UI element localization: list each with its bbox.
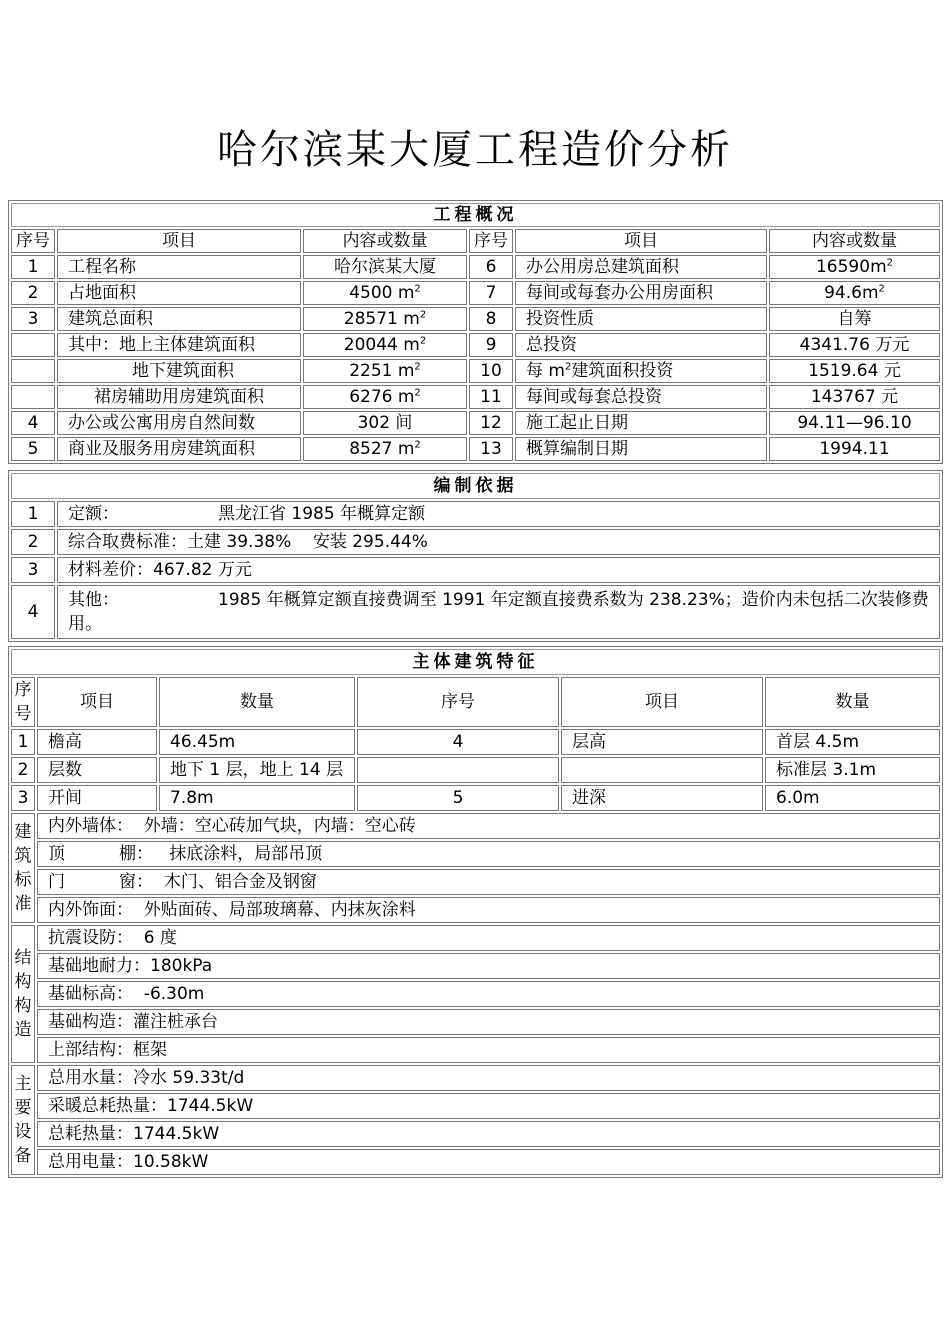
table-row — [11, 981, 940, 1007]
row-item: 开间 — [37, 785, 157, 811]
row-value: 地下 1 层，地上 14 层 — [159, 757, 355, 783]
group-item: 基础地耐力：180kPa — [37, 953, 940, 979]
table-row — [11, 1093, 940, 1119]
row-value: 6.0m — [765, 785, 940, 811]
basis-label: 综合取费标准： — [68, 532, 187, 552]
row-number: 11 — [469, 385, 513, 409]
row-number: 6 — [469, 255, 513, 279]
table-row — [11, 1065, 940, 1091]
group-item: 内外饰面： 外贴面砖、局部玻璃幕、内抹灰涂料 — [37, 897, 940, 923]
basis-text — [57, 529, 940, 555]
overview-heading: 工程概况 — [11, 203, 940, 227]
overview-section — [8, 200, 943, 464]
group-item: 顶 棚： 抹底涂料，局部吊顶 — [37, 841, 940, 867]
table-row — [11, 255, 940, 279]
row-item: 办公用房总建筑面积 — [515, 255, 767, 279]
row-number: 2 — [11, 281, 55, 305]
row-value: 46.45m — [159, 729, 355, 755]
table-row — [11, 813, 940, 839]
value-text: 2251 m — [349, 361, 415, 381]
table-row — [11, 281, 940, 305]
group-item: 基础构造：灌注桩承台 — [37, 1009, 940, 1035]
col-header: 序号 — [357, 677, 559, 727]
basis-text — [57, 501, 940, 527]
row-value: 标准层 3.1m — [765, 757, 940, 783]
row-number: 2 — [11, 529, 55, 555]
item-text: 建筑面积投资 — [571, 361, 674, 381]
group-item: 采暖总耗热量：1744.5kW — [37, 1093, 940, 1119]
table-row — [11, 897, 940, 923]
row-item: 概算编制日期 — [515, 437, 767, 461]
overview-header-row — [11, 229, 940, 253]
row-item: 工程名称 — [57, 255, 301, 279]
value-text: 4500 m — [349, 283, 415, 303]
superscript: 2 — [886, 257, 893, 269]
row-item: 占地面积 — [57, 281, 301, 305]
group-item: 基础标高： -6.30m — [37, 981, 940, 1007]
table-row — [11, 925, 940, 951]
row-value: 首层 4.5m — [765, 729, 940, 755]
row-number: 13 — [469, 437, 513, 461]
basis-text — [57, 585, 940, 639]
value-text: 8527 m — [349, 439, 415, 459]
group-label-building-standard: 建筑标准 — [11, 813, 35, 923]
row-number: 10 — [469, 359, 513, 383]
superscript: 2 — [414, 439, 421, 451]
row-item: 层数 — [37, 757, 157, 783]
row-number: 4 — [357, 729, 559, 755]
table-row — [11, 841, 940, 867]
table-row — [11, 785, 940, 811]
row-number: 1 — [11, 501, 55, 527]
value-text: 28571 m — [343, 309, 420, 329]
basis-label: 材料差价： — [68, 560, 153, 580]
row-number: 3 — [11, 307, 55, 331]
row-value: 哈尔滨某大厦 — [303, 255, 467, 279]
table-row — [11, 757, 940, 783]
row-item: 投资性质 — [515, 307, 767, 331]
row-value: 94.11—96.10 — [769, 411, 940, 435]
row-item: 办公或公寓用房自然间数 — [57, 411, 301, 435]
basis-row — [11, 557, 940, 583]
basis-row — [11, 529, 940, 555]
superscript: 2 — [414, 387, 421, 399]
row-value: 1994.11 — [769, 437, 940, 461]
table-row — [11, 1037, 940, 1063]
page-title: 哈尔滨某大厦工程造价分析 — [217, 127, 733, 173]
basis-heading: 编制依据 — [11, 473, 940, 499]
table-row — [11, 869, 940, 895]
row-item: 商业及服务用房建筑面积 — [57, 437, 301, 461]
row-value — [303, 307, 467, 331]
row-number: 1 — [11, 255, 55, 279]
table-row — [11, 333, 940, 357]
col-header: 内容或数量 — [769, 229, 940, 253]
row-item: 总投资 — [515, 333, 767, 357]
basis-value: 黑龙江省 1985 年概算定额 — [218, 504, 426, 524]
row-item: 每间或每套办公用房面积 — [515, 281, 767, 305]
group-item: 门 窗： 木门、铝合金及钢窗 — [37, 869, 940, 895]
row-value — [303, 437, 467, 461]
group-item: 上部结构：框架 — [37, 1037, 940, 1063]
row-value: 自筹 — [769, 307, 940, 331]
group-item: 总用水量：冷水 59.33t/d — [37, 1065, 940, 1091]
features-section — [8, 646, 943, 1178]
row-value: 143767 元 — [769, 385, 940, 409]
col-header: 序号 — [11, 229, 55, 253]
value-text: 94.6m — [824, 283, 879, 303]
row-item: 裙房辅助用房建筑面积 — [57, 385, 301, 409]
row-number — [11, 359, 55, 383]
superscript: 2 — [878, 283, 885, 295]
col-header: 数量 — [159, 677, 355, 727]
row-item: 檐高 — [37, 729, 157, 755]
superscript: 2 — [414, 361, 421, 373]
row-number: 8 — [469, 307, 513, 331]
value-text: 16590m — [815, 257, 887, 277]
table-row — [11, 1149, 940, 1175]
basis-label: 其他： — [68, 590, 119, 610]
value-text: 6276 m — [349, 387, 415, 407]
table-row — [11, 385, 940, 409]
basis-value: 467.82 万元 — [153, 560, 252, 580]
row-item: 地下建筑面积 — [57, 359, 301, 383]
row-item — [561, 757, 763, 783]
row-value: 4341.76 万元 — [769, 333, 940, 357]
col-header: 数量 — [765, 677, 940, 727]
row-value — [769, 281, 940, 305]
basis-table — [9, 471, 942, 641]
table-row — [11, 411, 940, 435]
features-header-row — [11, 677, 940, 727]
row-number: 5 — [357, 785, 559, 811]
row-number: 3 — [11, 785, 35, 811]
row-item: 其中：地上主体建筑面积 — [57, 333, 301, 357]
col-header: 序号 — [469, 229, 513, 253]
superscript: 2 — [419, 335, 427, 347]
row-number — [357, 757, 559, 783]
basis-row — [11, 585, 940, 639]
value-text: 20044 m — [343, 335, 420, 355]
table-row — [11, 729, 940, 755]
row-value — [303, 385, 467, 409]
group-label-structure: 结构构造 — [11, 925, 35, 1063]
group-item: 总耗热量：1744.5kW — [37, 1121, 940, 1147]
table-row — [11, 307, 940, 331]
row-value: 7.8m — [159, 785, 355, 811]
table-row — [11, 1009, 940, 1035]
row-item: 建筑总面积 — [57, 307, 301, 331]
col-header: 内容或数量 — [303, 229, 467, 253]
row-number: 1 — [11, 729, 35, 755]
row-value — [769, 255, 940, 279]
superscript: 2 — [419, 309, 427, 321]
row-value — [303, 333, 467, 357]
features-heading: 主体建筑特征 — [11, 649, 940, 675]
basis-label: 定额： — [68, 504, 119, 524]
row-number: 12 — [469, 411, 513, 435]
group-label-equipment: 主要设备 — [11, 1065, 35, 1175]
row-item: 进深 — [561, 785, 763, 811]
row-item: 层高 — [561, 729, 763, 755]
superscript: 2 — [414, 283, 421, 295]
basis-row — [11, 501, 940, 527]
features-table — [9, 647, 942, 1177]
superscript: 2 — [564, 361, 572, 373]
basis-text — [57, 557, 940, 583]
col-header: 项目 — [57, 229, 301, 253]
row-number: 5 — [11, 437, 55, 461]
basis-section — [8, 470, 943, 642]
col-header: 项目 — [37, 677, 157, 727]
overview-table — [9, 201, 942, 463]
table-row — [11, 437, 940, 461]
basis-value: 土建 39.38% 安装 295.44% — [187, 532, 428, 552]
row-number: 2 — [11, 757, 35, 783]
basis-value: 1985 年概算定额直接费调至 1991 年定额直接费系数为 238.23%；造价内未包括二次装修费用。 — [68, 590, 929, 634]
row-value — [303, 281, 467, 305]
row-number: 7 — [469, 281, 513, 305]
group-item: 抗震设防： 6 度 — [37, 925, 940, 951]
col-header: 序号 — [11, 677, 35, 727]
row-number: 9 — [469, 333, 513, 357]
row-number: 4 — [11, 585, 55, 639]
row-value — [303, 359, 467, 383]
row-item: 施工起止日期 — [515, 411, 767, 435]
group-item: 内外墙体： 外墙：空心砖加气块，内墙：空心砖 — [37, 813, 940, 839]
table-row — [11, 1121, 940, 1147]
row-value: 1519.64 元 — [769, 359, 940, 383]
row-number: 3 — [11, 557, 55, 583]
item-text: 每 m — [526, 361, 565, 381]
row-number — [11, 333, 55, 357]
row-item: 每间或每套总投资 — [515, 385, 767, 409]
row-item — [515, 359, 767, 383]
row-number — [11, 385, 55, 409]
group-item: 总用电量：10.58kW — [37, 1149, 940, 1175]
col-header: 项目 — [515, 229, 767, 253]
row-number: 4 — [11, 411, 55, 435]
table-row — [11, 359, 940, 383]
row-value: 302 间 — [303, 411, 467, 435]
col-header: 项目 — [561, 677, 763, 727]
table-row — [11, 953, 940, 979]
